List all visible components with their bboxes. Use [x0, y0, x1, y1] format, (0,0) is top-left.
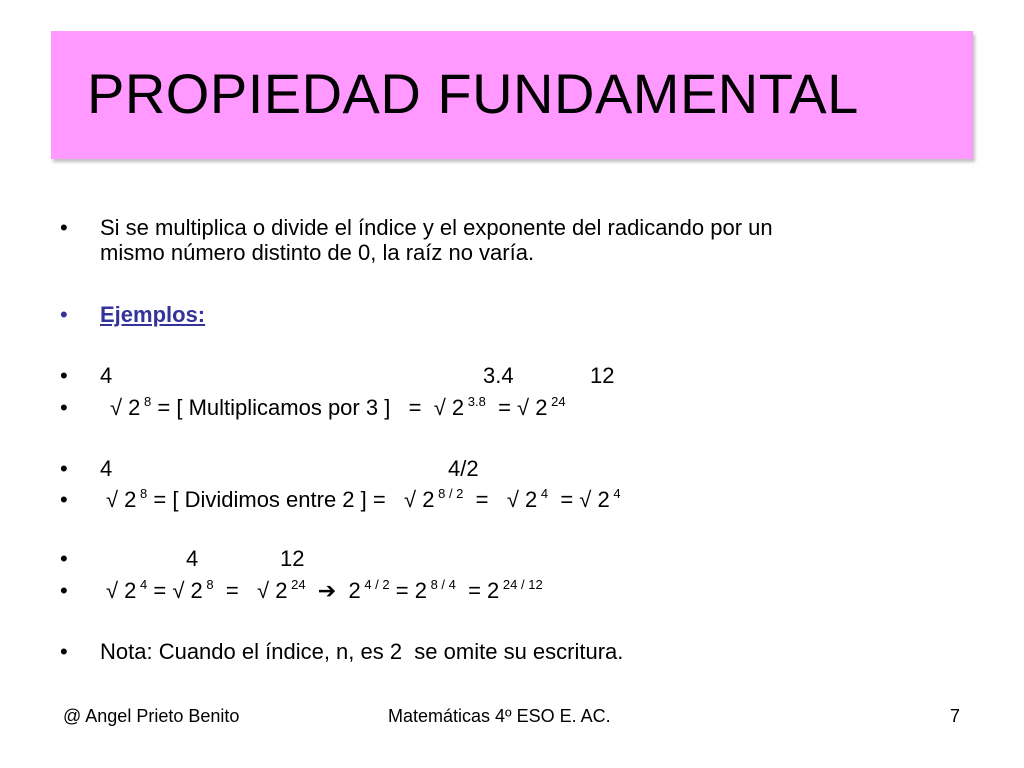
ex1-exp-b: 3.8 — [467, 394, 486, 409]
arrow-icon: ➔ — [305, 578, 349, 603]
bullet-marker: • — [60, 302, 68, 327]
ex3-exp-c: 24 — [291, 577, 306, 592]
note-text: Nota: Cuando el índice, n, es 2 se omite su escritura. — [100, 639, 624, 664]
ex1-index-3: 12 — [590, 363, 615, 388]
examples-heading: Ejemplos: — [100, 302, 206, 327]
ex2-exp-b: 8 / 2 — [438, 486, 464, 501]
bullet-marker: • — [60, 215, 68, 240]
footer-course: Matemáticas 4º ESO E. AC. — [388, 706, 611, 726]
ex2-exp-d: 4 — [613, 486, 621, 501]
ex1-radical-b: = [ Multiplicamos por 3 ] = √ 2 — [151, 395, 465, 420]
footer-author: @ Angel Prieto Benito — [63, 706, 240, 726]
bullet-marker: • — [60, 395, 68, 420]
ex1-exp-c: 24 — [551, 394, 566, 409]
ex2-radical-d: = √ 2 — [548, 487, 610, 512]
bullet-marker: • — [60, 546, 68, 571]
ex3-index-1: 4 — [186, 546, 199, 571]
ex2-exp-c: 4 — [540, 486, 549, 501]
ex3-power-e: = 2 — [389, 578, 427, 603]
ex2-radical-c: = √ 2 — [463, 487, 538, 512]
ex2-expression — [106, 487, 621, 513]
slide-title: PROPIEDAD FUNDAMENTAL — [87, 62, 859, 125]
ex3-power-d: 2 — [348, 578, 361, 603]
ex3-expression — [106, 578, 543, 604]
ex1-radical-c: = √ 2 — [485, 395, 548, 420]
ex3-index-2: 12 — [280, 546, 305, 571]
ex2-exp-a: 8 — [140, 486, 148, 501]
bullet-marker: • — [60, 456, 68, 481]
ex2-radical-b: = [ Dividimos entre 2 ] = √ 2 — [147, 487, 435, 512]
ex3-power-f: = 2 — [455, 578, 500, 603]
ex3-exp-e: 8 / 4 — [430, 577, 456, 592]
ex3-exp-b: 8 — [206, 577, 214, 592]
ex3-exp-a: 4 — [140, 577, 148, 592]
ex3-radical-b: = √ 2 — [147, 578, 203, 603]
ex2-index-1: 4 — [100, 456, 113, 481]
ex1-expression — [110, 395, 566, 421]
ex3-exp-f: 24 / 12 — [502, 577, 543, 592]
ex1-radical-a: √ 2 — [110, 395, 141, 420]
ex1-exp-a: 8 — [144, 394, 152, 409]
ex3-radical-a: √ 2 — [106, 578, 137, 603]
page-number: 7 — [950, 706, 961, 726]
ex2-index-2: 4/2 — [448, 456, 479, 481]
ex3-exp-d: 4 / 2 — [364, 577, 390, 592]
bullet-marker: • — [60, 639, 68, 664]
ex1-index-2: 3.4 — [483, 363, 514, 388]
ex1-index-1: 4 — [100, 363, 113, 388]
bullet-marker: • — [60, 487, 68, 512]
bullet-marker: • — [60, 578, 68, 603]
ex2-radical-a: √ 2 — [106, 487, 137, 512]
bullet-marker: • — [60, 363, 68, 388]
title-banner — [51, 31, 973, 159]
statement-line-2: mismo número distinto de 0, la raíz no varía. — [100, 240, 535, 265]
statement-line-1: Si se multiplica o divide el índice y el exponente del radicando por un — [100, 215, 773, 240]
ex3-radical-c: = √ 2 — [213, 578, 288, 603]
